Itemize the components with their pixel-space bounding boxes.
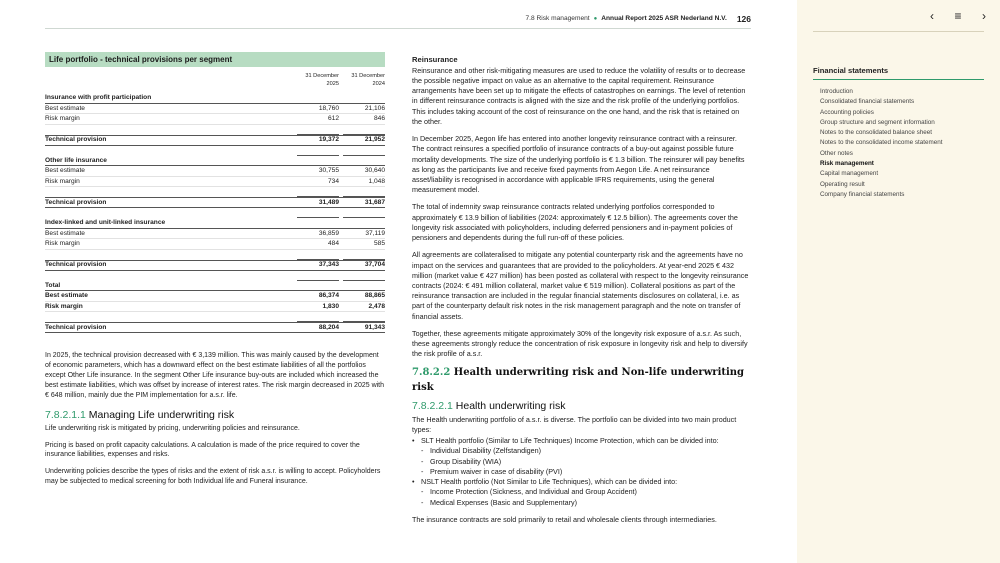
- table-subtotal-row: Technical provision 37,343 37,704: [45, 260, 385, 271]
- menu-icon[interactable]: ≡: [954, 9, 962, 23]
- table-of-contents: [820, 87, 985, 200]
- paragraph: The insurance contracts are sold primarily to retail and wholesale clients through intermediaries.: [412, 514, 717, 524]
- table-spacer: [45, 312, 385, 322]
- table-title: Life portfolio - technical provisions per segment: [45, 52, 385, 67]
- header-divider: [45, 28, 751, 29]
- paragraph: In 2025, the technical provision decreased with € 3,139 million. This was mainly caused by the development of economic parameters, which has a downward effect on the best estimate liabilities of all the portfolios except Other Life insurance. In the segment Other Life insurance buy-outs are included which increased the best estimate liabilities, which was offset by increase of interest rates. The risk margin decreased in 2025 with € 648 million, mainly due the PIM implementation for a.s.r. life.: [45, 352, 385, 399]
- page-navigation: [926, 8, 990, 25]
- separator-dot: ●: [593, 15, 598, 22]
- table-section-title: Total: [45, 281, 385, 292]
- table-spacer: [45, 146, 385, 156]
- paragraph: Together, these agreements mitigate approximately 30% of the longevity risk exposure of a.s.r. As such, these agreements strongly reduce the concentration of risk exposure in longevity risk and help to diversify the risk profile of a.s.r.: [412, 328, 748, 359]
- section-label: 7.8 Risk management: [525, 15, 590, 23]
- table-spacer: [45, 187, 385, 197]
- table-section-title: Index-linked and unit-linked insurance: [45, 218, 385, 229]
- table-subtotal-row: Technical provision 19,372 21,952: [45, 135, 385, 146]
- toc-item-operating-result[interactable]: Operating result: [820, 180, 865, 188]
- paragraph: Reinsurance and other risk-mitigating measures are used to reduce the volatility of results or to decrease the possible negative impact on value as an alternative to the capital requirement. Reinsurance arrangements have been set up to mitigate the effects of catastrophes on earnings. The level of retention in different reinsurance contracts is aligned with the size and the risk profile of the underlying portfolios. This includes taking account of the cost of reinsurance on the one hand, and the risk that is retained on the other.: [412, 65, 746, 126]
- list-item: • SLT Health portfolio (Similar to Life Techniques) Income Protection, which can be divided into: - Individual Disability (Zelfstandigen) - Group Disability (WIA) - Premium waiver in case of disability (PVI): [421, 436, 751, 477]
- paragraph: The total of indemnity swap reinsurance contracts related underlying portfolios corresponded to approximately € 13.9 billion of liabilities (2024: approximately € 12.5 billion). The agreements cover the longevity risk associated with policyholders, including deferred pensioners and in-payment policies of pensioners and dependents during the full run-off of these policies.: [412, 202, 738, 243]
- table-row: Risk margin 484 585: [45, 239, 385, 250]
- toc-item-notes-income-statement[interactable]: Notes to the consolidated income statement: [820, 139, 943, 147]
- toc-item-introduction[interactable]: Introduction: [820, 88, 853, 95]
- left-column: [45, 52, 385, 494]
- chevron-left-icon[interactable]: ‹: [930, 9, 934, 23]
- subsection-heading: 7.8.2.2.1 Health underwriting risk: [412, 399, 566, 412]
- list-item: - Medical Expenses (Basic and Supplementary): [430, 498, 751, 508]
- reinsurance-heading: Reinsurance: [412, 55, 458, 64]
- paragraph: Underwriting policies describe the types of risks and the extent of risk a.s.r. is willing to accept. Policyholders may be subjected to medical screening for both Individual life and Funeral insurance.: [45, 468, 381, 486]
- column-header-2024: 31 December 2024: [351, 73, 385, 87]
- table-total-row: Technical provision 88,204 91,343: [45, 322, 385, 333]
- table-section-title: Insurance with profit participation: [45, 93, 385, 104]
- table-spacer: [45, 271, 385, 281]
- chevron-right-icon[interactable]: ›: [982, 9, 986, 23]
- page-number: 126: [736, 14, 751, 24]
- middle-column: [412, 55, 751, 532]
- section-heading: 7.8.2.2 Health underwriting risk and Non-life underwriting risk: [412, 367, 745, 393]
- paragraph: In December 2025, Aegon life has entered into another longevity reinsurance contract with a reinsurer. The contract reinsures a specified portfolio of insurance contracts of a buy-out against possible future mortality developments. The size of the underlying portfolio is € 1.3 billion. The reinsurer will pay benefits as long as the participants live and receive fixed payments from Aegon Life. A net reinsurance asset/liability is recognised in accordance with applicable IFRS requirements, using the general measurement model.: [412, 134, 745, 195]
- toc-item-capital-management[interactable]: Capital management: [820, 170, 879, 178]
- list-item: - Individual Disability (Zelfstandigen): [430, 446, 751, 456]
- table-row: Risk margin 612 846: [45, 114, 385, 125]
- paragraph: All agreements are collateralised to mitigate any potential counterparty risk and the agreements have no impact on the services and guarantees that are provided to the policyholders. At year-end 2025 € 432 million (market value € 427 million) has been posted as collateral with respect to the longevity reinsurance contracts (2024: € 491 million collateral, market value € 519 million). Collateral positions as part of the reinsurance transaction are included in the regular financial statements disclosures on collateral, i.e. as part of the counterparty default risk notes in the risk management paragraph and the note on transfer of financial assets.: [412, 250, 749, 321]
- toc-item-other-notes[interactable]: Other notes: [820, 149, 853, 157]
- sidebar-divider: [813, 31, 984, 32]
- provisions-table: [45, 93, 385, 333]
- page-header: [412, 13, 751, 25]
- bullet-list: [412, 436, 751, 508]
- list-item: • NSLT Health portfolio (Not Similar to Life Techniques), which can be divided into: - Income Protection (Sickness, and Individual and Group Accident) - Medical Expenses (Basic and Supplementary): [421, 477, 751, 508]
- table-section-title: Other life insurance: [45, 156, 385, 167]
- paragraph: Life underwriting risk is mitigated by pricing, underwriting policies and reinsurance.: [45, 424, 300, 432]
- toc-item-notes-balance-sheet[interactable]: Notes to the consolidated balance sheet: [820, 129, 933, 137]
- list-item: - Premium waiver in case of disability (PVI): [430, 467, 751, 477]
- table-row: Risk margin 1,830 2,478: [45, 302, 385, 313]
- report-title: Annual Report 2025 ASR Nederland N.V.: [601, 15, 727, 23]
- table-row: Best estimate 30,755 30,640: [45, 166, 385, 177]
- table-column-headers: [45, 73, 385, 91]
- table-subtotal-row: Technical provision 31,489 31,687: [45, 197, 385, 208]
- toc-item-accounting-policies[interactable]: Accounting policies: [820, 108, 874, 116]
- toc-item-consolidated-financial-statements[interactable]: Consolidated financial statements: [820, 98, 915, 106]
- sidebar-title[interactable]: Financial statements: [813, 66, 984, 80]
- paragraph: Pricing is based on profit capacity calculations. A calculation is made of the price required to cover the insurance liabilities, expenses and risks.: [45, 441, 360, 459]
- table-spacer: [45, 208, 385, 218]
- list-item: - Income Protection (Sickness, and Individual and Group Accident): [430, 487, 751, 497]
- toc-item-risk-management[interactable]: Risk management: [820, 160, 874, 168]
- toc-item-group-structure[interactable]: Group structure and segment information: [820, 118, 935, 126]
- toc-item-company-financial-statements[interactable]: Company financial statements: [820, 190, 905, 198]
- table-row: Best estimate 86,374 88,865: [45, 291, 385, 302]
- table-row: Best estimate 18,760 21,106: [45, 104, 385, 115]
- table-spacer: [45, 250, 385, 260]
- column-header-2025: 31 December 2025: [305, 73, 339, 87]
- paragraph: The Health underwriting portfolio of a.s.r. is diverse. The portfolio can be divided into two main product types:: [412, 414, 737, 434]
- list-item: - Group Disability (WIA): [430, 457, 751, 467]
- table-spacer: [45, 125, 385, 135]
- section-heading: 7.8.2.1.1 Managing Life underwriting risk: [45, 408, 235, 421]
- table-row: Best estimate 36,859 37,119: [45, 229, 385, 240]
- sidebar-panel: [797, 0, 1000, 563]
- table-row: Risk margin 734 1,048: [45, 177, 385, 188]
